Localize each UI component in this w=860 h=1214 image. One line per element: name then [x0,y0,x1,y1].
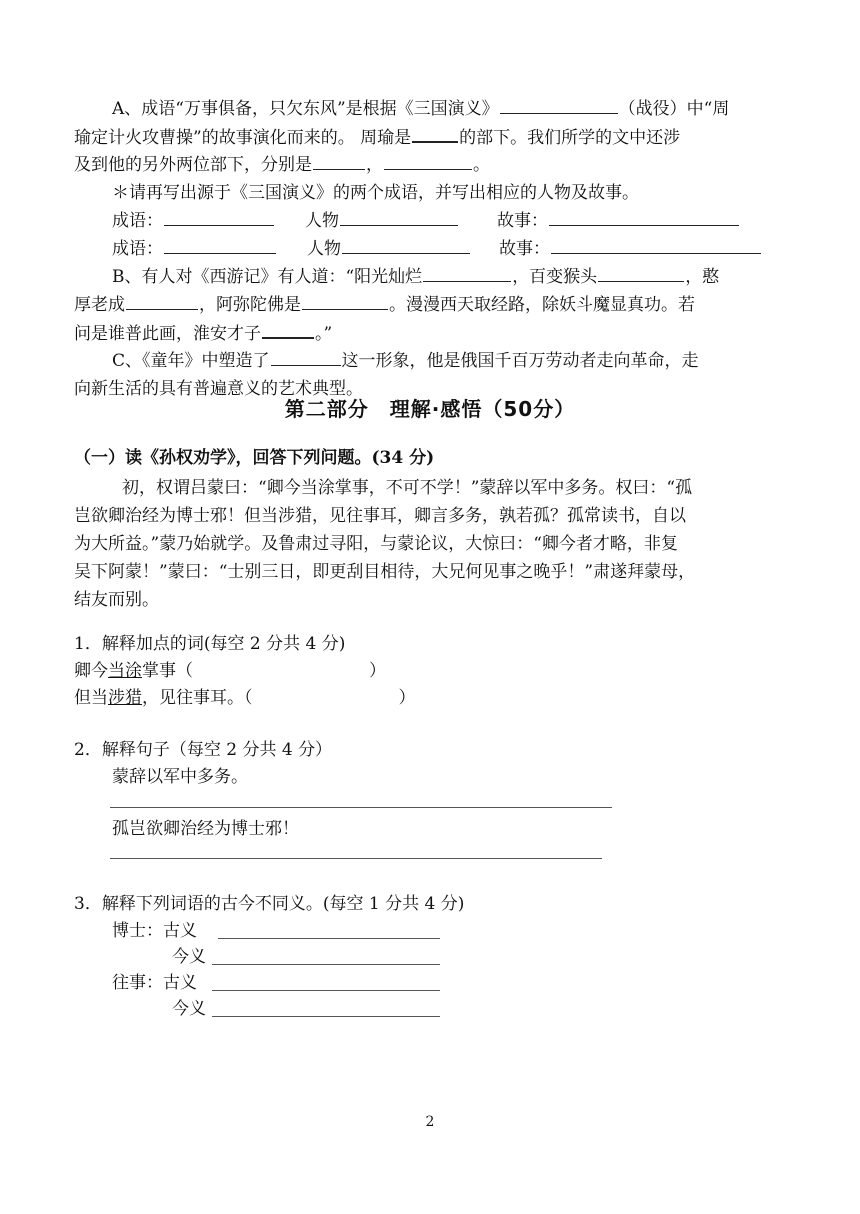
part-b-line-2 [74,291,695,319]
answer-line[interactable] [212,990,440,991]
text: 但当 [74,688,108,708]
word-label: 博士： [112,921,163,941]
ancient-meaning-label: 古义 [163,973,197,993]
answer-blank[interactable] [164,207,274,226]
person-label: 人物 [307,239,341,259]
text: 向新生活的具有普遍意义的艺术典型。 [74,379,363,399]
answer-blank[interactable] [342,235,470,254]
part-a-line-2 [74,123,680,151]
story-label: 故事： [497,211,548,231]
answer-blank[interactable] [500,95,618,114]
text: 。 [473,155,490,175]
text: 及到他的另外两位部下，分别是 [74,155,312,175]
answer-blank[interactable] [313,151,365,170]
passage-line: 初，权谓吕蒙曰：“卿今当涂掌事，不可不学！”蒙辞以军中多务。权曰：“孤 [122,478,693,498]
text: ， [366,155,383,175]
passage-line: 岂欲卿治经为博士邪！但当涉猎，见往事耳，卿言多务，孰若孤？孤常读书，自以 [74,506,686,526]
text: 。漫漫西天取经路，除妖斗魔显真功。若 [389,295,695,315]
answer-blank[interactable] [302,291,388,310]
text: ，百变猴头 [512,267,598,287]
text: ，见往事耳。（ [142,688,253,708]
idiom-row-1 [112,207,740,235]
question-3-title: 3．解释下列词语的古今不同义。(每空 1 分共 4 分) [74,894,465,914]
text: 掌事（ [142,661,193,681]
answer-blank[interactable] [549,207,739,226]
word-bo-shi-modern: 今义 [172,947,206,967]
answer-blank[interactable] [384,151,472,170]
question-1-title: 1．解释加点的词(每空 2 分共 4 分) [74,634,346,654]
answer-blank[interactable] [412,123,458,143]
text: 的部下。我们所学的文中还涉 [459,128,681,148]
text: 问是谁普此画，淮安才子 [74,324,261,344]
answer-line[interactable] [110,858,602,859]
story-label: 故事： [499,239,550,259]
part-b-line-1 [112,263,719,291]
answer-blank[interactable] [423,263,511,282]
page-number: 2 [425,1114,435,1130]
answer-line[interactable] [218,938,440,939]
answer-line[interactable] [212,964,440,965]
question-2-sentence-1: 蒙辞以军中多务。 [112,767,248,787]
dotted-word: 当涂 [108,661,142,681]
text: ，阿弥陀佛是 [199,295,301,315]
text: ，憨 [685,267,720,287]
text: 卿今 [74,661,108,681]
part-c-line-1 [112,347,699,375]
part-a-line-1 [112,95,729,123]
part-a-line-4 [112,179,639,207]
text: （战役）中“周 [618,99,730,119]
word-bo-shi-ancient [112,917,197,945]
answer-blank[interactable] [340,207,458,226]
text: ＊请再写出源于《三国演义》的两个成语，并写出相应的人物及故事。 [112,183,639,203]
reading-heading: （一）读《孙权劝学》，回答下列问题。(34 分) [74,448,435,468]
text: C、《童年》中塑造了 [112,351,270,371]
answer-blank[interactable] [551,235,761,254]
ancient-meaning-label: 古义 [163,921,197,941]
idiom-row-2 [112,235,762,263]
text: 厚老成 [74,295,125,315]
idiom-label: 成语： [112,239,163,259]
answer-blank[interactable] [271,347,341,366]
part-b-line-3 [74,319,332,347]
text: ） [398,688,416,708]
question-2-title: 2．解释句子（每空 2 分共 4 分） [74,740,333,760]
word-wang-shi-modern: 今义 [172,999,206,1019]
text: 瑜定计火攻曹操”的故事演化而来的。 周瑜是 [74,128,412,148]
answer-blank[interactable] [262,319,314,339]
text: A、成语“万事俱备，只欠东风”是根据《三国演义》 [112,99,499,119]
section-title: 第二部分 理解·感悟（50分） [284,397,576,421]
text: 这一形象，他是俄国千百万劳动者走向革命，走 [341,351,699,371]
question-2-sentence-2: 孤岂欲卿治经为博士邪！ [112,819,299,839]
word-wang-shi-ancient [112,969,197,997]
dotted-word: 涉猎 [108,688,142,708]
answer-blank[interactable] [126,291,198,310]
text: 。” [315,324,333,344]
person-label: 人物 [305,211,339,231]
answer-line[interactable] [212,1016,440,1017]
text: ） [369,661,386,681]
part-a-line-3 [74,151,490,179]
passage-line: 结友而别。 [74,590,159,610]
question-1-item-b [74,684,416,712]
passage-line: 为大所益。”蒙乃始就学。及鲁肃过寻阳，与蒙论议，大惊曰：“卿今者才略，非复 [74,534,678,554]
passage-line: 吴下阿蒙！”蒙曰：“士别三日，即更刮目相待，大兄何见事之晚乎！”肃遂拜蒙母， [74,562,696,582]
question-1-item-a [74,657,386,685]
text: B、有人对《西游记》有人道：“阳光灿烂 [112,267,423,287]
word-label: 往事： [112,973,163,993]
answer-blank[interactable] [598,263,684,282]
answer-blank[interactable] [164,235,276,254]
idiom-label: 成语： [112,211,163,231]
answer-line[interactable] [110,807,612,808]
